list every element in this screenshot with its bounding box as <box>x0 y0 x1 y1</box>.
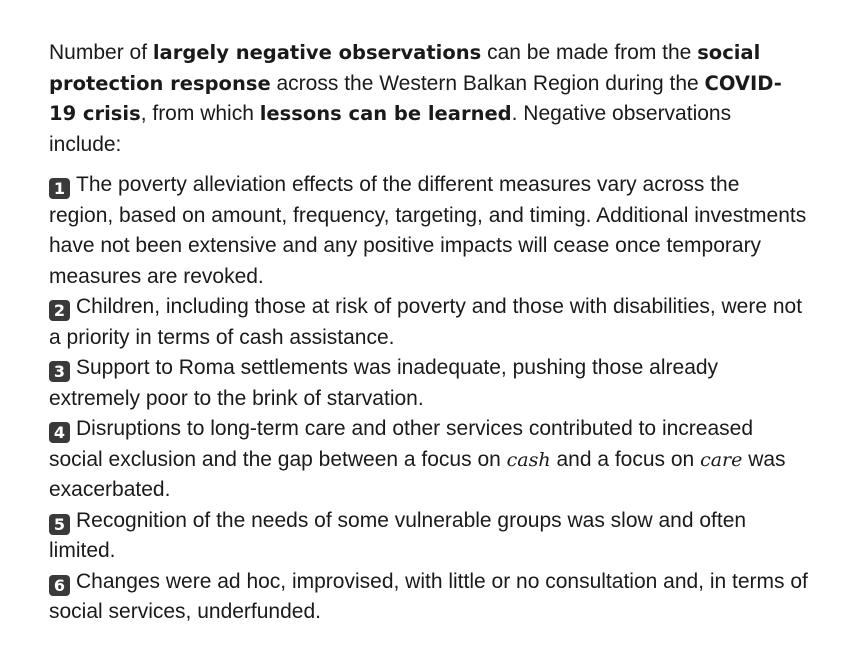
number-2-badge-icon: 2 <box>49 300 70 321</box>
intro-text: Number of <box>49 41 153 64</box>
number-6-badge-icon: 6 <box>49 575 70 596</box>
number-5-badge-icon: 5 <box>49 514 70 535</box>
observation-item-6 <box>49 567 808 628</box>
intro-bold-text: largely negative observations <box>152 41 482 64</box>
observation-text: Children, including those at risk of poverty and those with disabilities, were not a priority in terms of cash assistance. <box>49 295 803 349</box>
observation-text: Recognition of the needs of some vulnerable groups was slow and often limited. <box>49 508 747 562</box>
observation-text: Support to Roma settlements was inadequate, pushing those already extremely poor to the brink of starvation. <box>49 356 719 410</box>
number-3-badge-icon: 3 <box>49 361 70 382</box>
intro-text: across the Western Balkan Region during the <box>270 71 705 95</box>
intro-bold-text: COVID-19 crisis <box>49 71 782 125</box>
intro-bold-text: social protection response <box>49 41 761 95</box>
intro-text: . Negative observations include: <box>49 102 732 156</box>
number-1-badge-icon: 1 <box>49 178 70 199</box>
observation-text: Changes were ad hoc, improvised, with little or no consultation and, in terms of social services, underfunded. <box>49 569 808 623</box>
observation-text: The poverty alleviation effects of the different measures vary across the region, based on amount, frequency, targeting, and timing. Additional investments have not been extensive and any positive impacts will cease once temporary measures are revoked. <box>49 173 807 288</box>
intro-paragraph <box>49 38 808 160</box>
intro-text: , from which <box>140 102 260 125</box>
observation-item-5 <box>49 506 808 567</box>
observation-item-1 <box>49 170 808 292</box>
observation-text: Disruptions to long-term care and other services contributed to increased social exclusion and the gap between a focus on <box>49 417 754 471</box>
observation-text: and a focus on <box>550 447 701 471</box>
emphasis-cash: cash <box>506 448 551 471</box>
intro-text: can be made from the <box>481 41 698 64</box>
observation-text: was exacerbated. <box>49 447 786 501</box>
observation-item-2 <box>49 292 808 353</box>
observation-item-3 <box>49 353 808 414</box>
intro-bold-text: lessons can be learned <box>259 102 512 125</box>
number-4-badge-icon: 4 <box>49 422 70 443</box>
observation-item-4 <box>49 414 808 506</box>
emphasis-care: care <box>700 448 743 471</box>
